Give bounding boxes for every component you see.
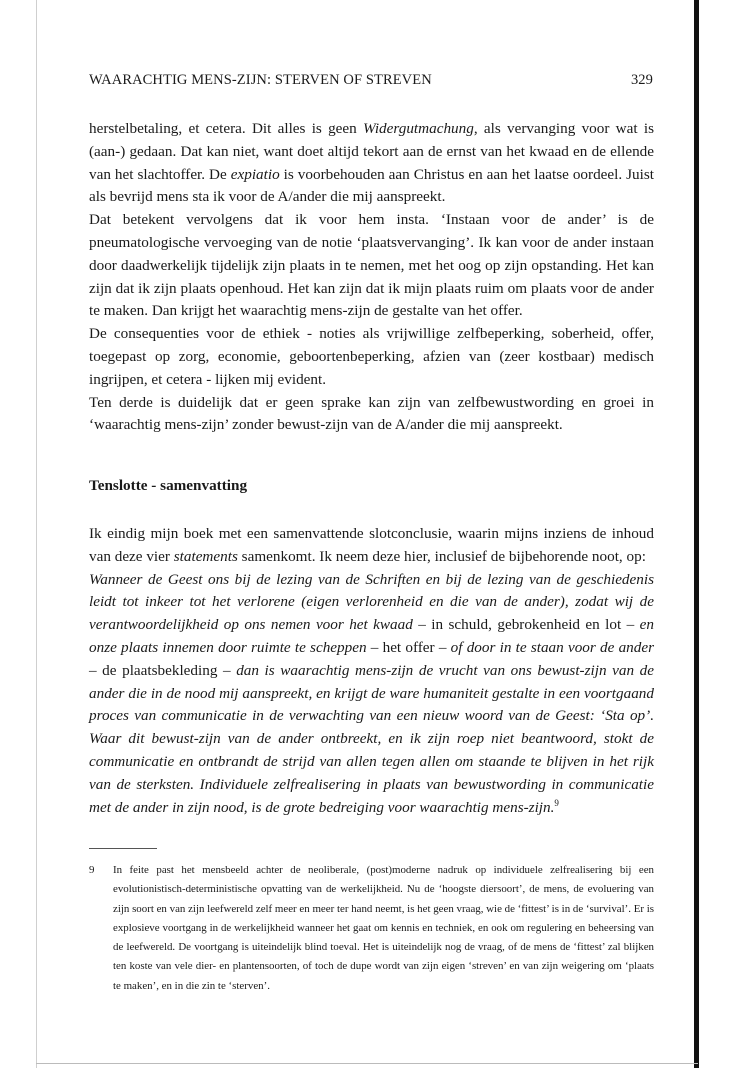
page-bottom-edge [36, 1063, 698, 1064]
footnote [89, 861, 654, 996]
paragraph-4: Ten derde is duidelijk dat er geen sprake kan zijn van zelfbewustwording en groei in ‘waarachtig mens-zijn’ zonder bewust-zijn van de A/ander die mij aanspreekt. [89, 393, 654, 434]
section-heading: Tenslotte - samenvatting [89, 477, 248, 495]
term-statements: statements [173, 547, 238, 565]
footnote-marker[interactable]: 9 [554, 797, 559, 808]
footnote-number: 9 [89, 864, 95, 876]
page-right-edge [694, 0, 699, 1068]
page-left-edge [36, 0, 37, 1068]
main-text [89, 118, 654, 819]
paragraph-1: herstelbetaling, et cetera. Dit alles is geen Widergutmachung, als vervanging voor wat is (aan-) gedaan. Dat kan niet, want doet altijd tekort aan de ernst van het kwaad en de ellende van het slachtoffer. De expiatio is voorbehouden aan Christus en aan het laatse oordeel. Juist als bevrijd mens sta ik voor de A/ander die mij aanspreekt. [89, 120, 655, 206]
paragraph-3: De consequenties voor de ethiek - noties als vrijwillige zelfbeperking, soberheid, offer, toegepast op zorg, economie, geboortenbeperking, afzien van (zeer kostbaar) medisch ingrijpen, et cetera - lijken mij evident. [89, 325, 654, 388]
summary-quote: Wanneer de Geest ons bij de lezing van de Schriften en bij de lezing van de geschiedenis leidt tot inkeer tot het verlorene (eigen verlorenheid en die van de ander), zodat wij de verantwoordelijkheid op ons nemen voor het kwaad – in schuld, gebrokenheid en lot – en onze plaats innemen door ruimte te scheppen – het offer – of door in te staan voor de ander – de plaatsbekleding – dan is waarachtig mens-zijn de vrucht van ons bewust-zijn van de ander die in de nood mij aanspreekt, en krijgt de ware humaniteit gestalte in een voortgaand proces van communicatie in de verwachting van een nieuw woord van de Geest: ‘Sta op’. Waar dit bewust-zijn van de ander ontbreekt, en ik zijn roep niet beantwoord, stokt de communicatie en ontbrandt de strijd van allen tegen allen om staande te blijven in het rijk van de sterksten. Individuele zelfrealisering in plaats van bewustwording in communicatie met de ander in zijn nood, is de grote bedreiging voor waarachtig mens-zijn.$^9$ [89, 570, 655, 816]
term-widergutmachung: Widergutmachung [363, 120, 474, 137]
running-header [89, 72, 653, 89]
paragraph-5: Ik eindig mijn boek met een samenvattende slotconclusie, waarin mijns inziens de inhoud van deze vier statements samenkomt. Ik neem deze hier, inclusief de bijbehorende noot, op: [89, 524, 654, 565]
footnote-text: In feite past het mensbeeld achter de neoliberale, (post)moderne nadruk op individuele zelfrealisering bij een evolutionistisch-deterministische opvatting van de werkelijkheid. Nu de ‘hoogste diersoort’, de mens, de evoluering van zijn soort en van zijn leefwereld zelf meer en meer ter hand neemt, is het geen vraag, wie de ‘fittest’ is in de ‘survival’. Er is explosieve voortgang in de werkelijkheid wanneer het gaat om kennis en techniek, en ook om regulering en beheersing van de leefwereld. De voortgang is uiteindelijk blind toeval. Het is uiteindelijk nog de vraag, of de mens de ‘fittest’ zal blijken ten koste van vele dier- en plantensoorten, of toch de dupe wordt van zijn eigen ‘streven’ en van zijn weigering om ‘plaats te maken’, en in die zin te ‘sterven’. [113, 864, 654, 992]
footnote-separator [89, 848, 157, 849]
term-expiatio: expiatio [230, 165, 280, 183]
running-title: WAARACHTIG MENS-ZIJN: STERVEN OF STREVEN [89, 72, 432, 88]
paragraph-2: Dat betekent vervolgens dat ik voor hem insta. ‘Instaan voor de ander’ is de pneumatologische vervoeging van de notie ‘plaatsvervanging’. Ik kan voor de ander instaan door daadwerkelijk tijdelijk zijn plaats in te nemen, met het oog op zijn opstanding. Het kan zijn dat ik zijn plaats openhoud. Het kan zijn dat ik mijn plaats ruim om plaats voor de ander te maken. Dan krijgt het waarachtig mens-zijn de gestalte van het offer. [89, 211, 654, 320]
page-number: 329 [630, 72, 653, 88]
